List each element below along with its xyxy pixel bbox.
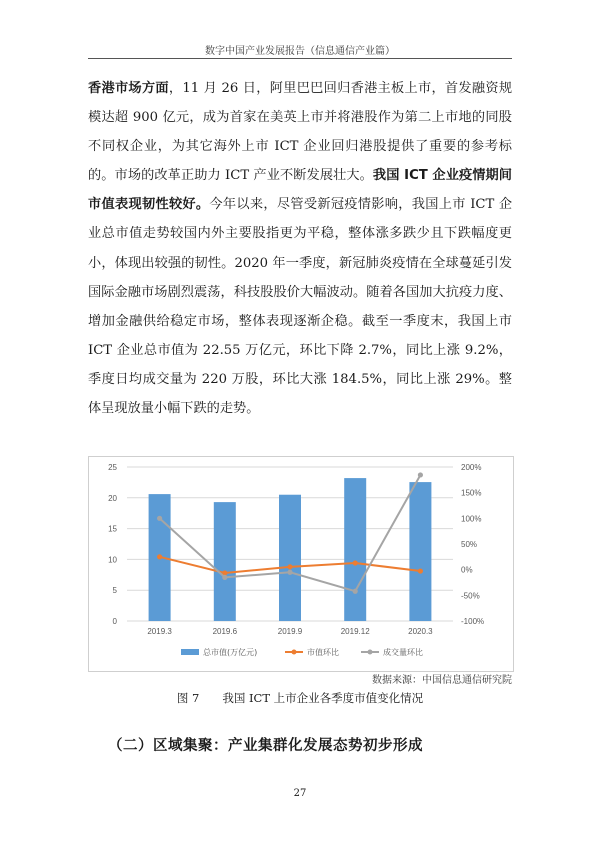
point-market-value-qoq [157,554,162,559]
point-market-value-qoq [353,560,358,565]
legend-label: 总市值(万亿元) [203,648,258,657]
y-right-tick-label: 50% [461,540,478,549]
y-right-tick-label: 200% [461,463,482,472]
y-left-tick-label: 5 [112,586,117,596]
legend-label: 市值环比 [307,648,339,657]
bar-market-value [409,482,431,621]
bar-market-value [279,495,301,621]
point-market-value-qoq [418,568,423,573]
x-tick-label: 2019.3 [147,627,172,636]
point-volume-qoq [418,472,423,477]
y-right-tick-label: 100% [461,514,482,524]
section-heading: （二）区域集聚：产业集群化发展态势初步形成 [108,738,423,754]
y-left-tick-label: 15 [108,524,117,534]
y-left-tick-label: 0 [112,617,117,626]
y-left-tick-label: 20 [108,493,117,503]
x-tick-label: 2019.9 [277,627,303,636]
chart-svg [89,457,513,671]
point-volume-qoq [222,575,227,580]
y-right-tick-label: 0% [461,565,473,575]
market-value-chart [88,456,514,672]
page-number: 27 [293,788,307,799]
y-left-tick-label: 10 [108,555,117,565]
legend-swatch-marker [368,650,373,655]
y-right-tick-label: -50% [461,591,480,601]
y-right-tick-label: 150% [461,488,482,498]
paragraph-text-2: 今年以来，尽管受新冠疫情影响，我国上市 ICT 企业总市值走势较国内外主要股指更为平稳，整体涨多跌少且下跌幅度更小，体现出较强的韧性。2020 年一季度，新冠肺炎疫情在全球蔓延引发国际金融市场剧烈震荡，科技股股价大幅波动。随着各国加大抗疫力度、增加金融供给稳定市场，整体表现逐渐企稳。截至一季度末，我国上市 ICT 企业总市值为 22.55 万亿元，环比下降 2.7%，同比上涨 9.2%，季度日均成交量为 220 万股，环比大涨 184.5%，同比上涨 29%。整体呈现放量小幅下跌的走势。 [88,197,513,417]
x-tick-label: 2020.3 [408,627,433,636]
legend-swatch-bar [181,649,199,655]
bar-market-value [214,502,236,621]
y-left-tick-label: 25 [108,463,117,472]
data-source: 数据来源：中国信息通信研究院 [372,675,512,686]
page-header: 数字中国产业发展报告（信息通信产业篇） [205,46,395,57]
x-tick-label: 2019.12 [340,627,370,636]
x-tick-label: 2019.6 [212,627,238,636]
body-paragraph [88,74,512,423]
figure-caption: 图 7 我国 ICT 上市企业各季度市值变化情况 [176,691,424,705]
paragraph-text-1: ，11 月 26 日，阿里巴巴回归香港主板上市，首发融资规模达超 900 亿元，成为首家在美英上市并将港股作为第二上市地的同股不同权企业，为其它海外上市 ICT 企业回归港股提供了重要的参考标的。市场的改革正助力 ICT 产业不断发展壮大。 [88,81,513,184]
bar-market-value [344,478,366,621]
bold-lead-hongkong: 香港市场方面 [88,81,169,96]
legend-label: 成交量环比 [383,648,423,657]
bold-lead-resilience: 我国 ICT 企业疫情期间市值表现韧性较好。 [88,168,512,213]
point-volume-qoq [353,589,358,594]
point-volume-qoq [157,516,162,521]
y-right-tick-label: -100% [461,617,485,626]
point-volume-qoq [287,570,292,575]
legend-swatch-marker [292,650,297,655]
point-market-value-qoq [287,564,292,569]
header-divider [88,58,512,59]
